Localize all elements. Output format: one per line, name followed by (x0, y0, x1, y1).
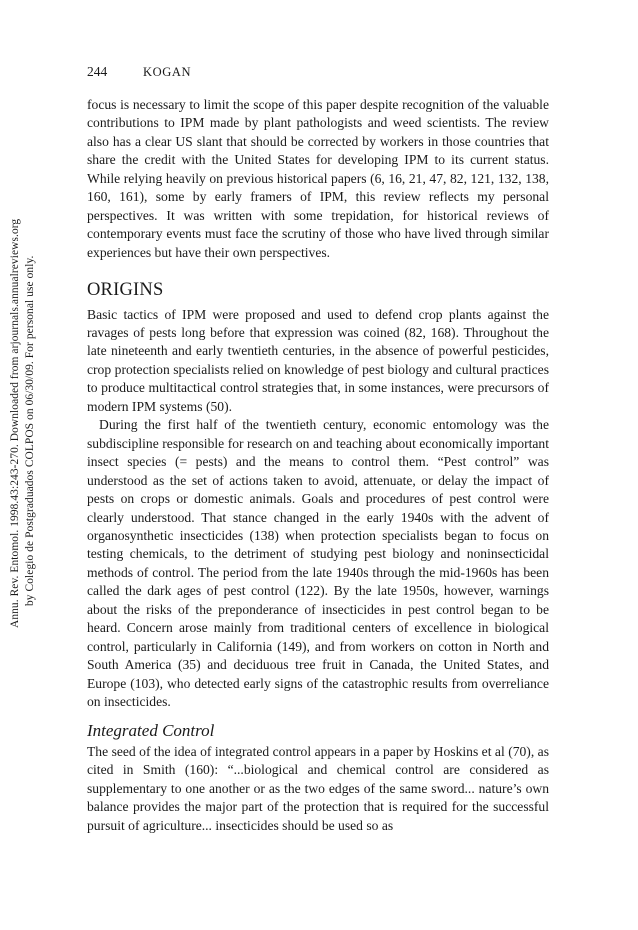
running-title: KOGAN (143, 65, 192, 79)
watermark-line-1: Annu. Rev. Entomol. 1998.43:243-270. Downloaded from arjournals.annualreviews.org (9, 218, 21, 628)
intro-paragraph: focus is necessary to limit the scope of this paper despite recognition of the valuable contributions to IPM made by plant pathologists and weed scientists. The review also has a clear US slant that should be corrected by workers in those countries that share the credit with the United States for developing IPM to its current status. While relying heavily on previous historical papers (6, 16, 21, 47, 82, 121, 132, 138, 160, 161), some by early framers of IPM, this review reflects my personal perspectives. It was written with some trepidation, for historical reviews of contemporary events must face the scrutiny of those who have lived through similar experiences but have their own perspectives. (87, 97, 549, 260)
page-body (87, 96, 549, 835)
download-watermark (8, 219, 38, 628)
origins-paragraph-2: During the first half of the twentieth century, economic entomology was the subdiscipline responsible for research on and teaching about economically important insect species (= pests) and the means to control them. “Pest control” was understood as the set of actions taken to avoid, attenuate, or delay the impact of pests on crops or domestic animals. Goals and procedures of pest control were clearly understood. That stance changed in the early 1940s with the advent of organosynthetic insecticides (138) when protection specialists began to focus on testing chemicals, to the detriment of studying pest biology and noninsecticidal methods of control. The period from the late 1940s through the mid-1960s has been called the dark ages of pest control (122). By the late 1950s, however, warnings about the risks of the preponderance of insecticides in pest control began to be heard. Concern arose mainly from traditional centers of excellence in biological control, particularly in California (149), and from workers on cotton in North and South America (35) and deciduous tree fruit in Canada, the United States, and Europe (103), who detected early signs of the catastrophic results from overreliance on insecticides. (87, 417, 549, 710)
origins-paragraph-1: Basic tactics of IPM were proposed and used to defend crop plants against the ravages of pests long before that expression was coined (82, 168). Throughout the late nineteenth and early twentieth centuries, in the absence of powerful pesticides, crop protection specialists relied on knowledge of pest biology and cultural practices to produce multitactical control strategies that, in some instances, were precursors of modern IPM systems (50). (87, 306, 549, 414)
running-header (87, 64, 191, 80)
integrated-control-paragraph: The seed of the idea of integrated control appears in a paper by Hoskins et al (70), as cited in Smith (160): “...biological and chemical control are considered as supplementary to one another or as the two edges of the same sword... nature’s own balance provides the major part of the protection that is required for the successful pursuit of agriculture... insecticides should be used so as (87, 743, 549, 833)
section-heading-origins: ORIGINS (87, 280, 164, 301)
watermark-line-2: by Colegio de Postgraduados COLPOS on 06/30/09. For personal use only. (24, 255, 36, 606)
subsection-heading-integrated-control: Integrated Control (87, 720, 215, 740)
page-number: 244 (87, 64, 108, 79)
